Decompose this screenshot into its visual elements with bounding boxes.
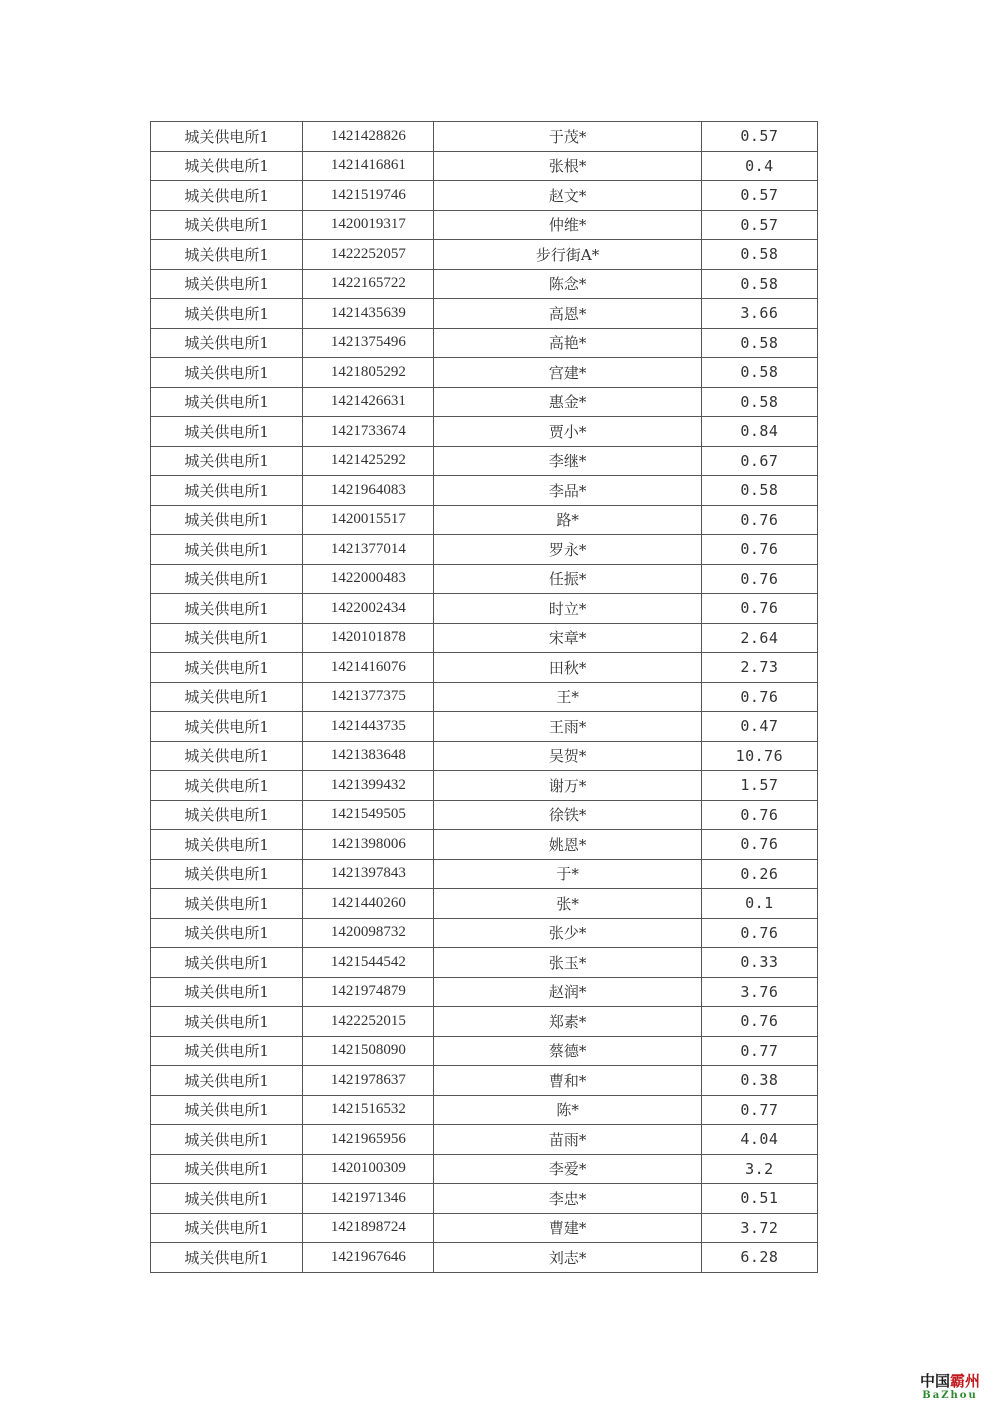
table-row: [151, 771, 818, 801]
cell-unit: 城关供电所1: [151, 210, 303, 240]
table-row: [151, 800, 818, 830]
cell-customer-name: 罗永*: [434, 535, 701, 565]
cell-amount: 0.51: [701, 1184, 817, 1214]
table-row: [151, 977, 818, 1007]
cell-account-number: 1421399432: [303, 771, 434, 801]
cell-amount: 0.76: [701, 800, 817, 830]
watermark-english: BaZhou: [922, 1390, 978, 1401]
cell-customer-name: 张少*: [434, 918, 701, 948]
cell-amount: 0.26: [701, 859, 817, 889]
cell-account-number: 1421443735: [303, 712, 434, 742]
cell-unit: 城关供电所1: [151, 181, 303, 211]
table-row: [151, 1213, 818, 1243]
cell-account-number: 1421383648: [303, 741, 434, 771]
table-row: [151, 328, 818, 358]
cell-account-number: 1422000483: [303, 564, 434, 594]
cell-customer-name: 仲维*: [434, 210, 701, 240]
cell-customer-name: 高恩*: [434, 299, 701, 329]
cell-unit: 城关供电所1: [151, 535, 303, 565]
cell-customer-name: 贾小*: [434, 417, 701, 447]
table-row: [151, 948, 818, 978]
cell-unit: 城关供电所1: [151, 594, 303, 624]
table-row: [151, 653, 818, 683]
cell-customer-name: 宫建*: [434, 358, 701, 388]
cell-customer-name: 曹和*: [434, 1066, 701, 1096]
cell-account-number: 1420019317: [303, 210, 434, 240]
cell-customer-name: 路*: [434, 505, 701, 535]
cell-customer-name: 张根*: [434, 151, 701, 181]
cell-account-number: 1421965956: [303, 1125, 434, 1155]
table-row: [151, 387, 818, 417]
cell-unit: 城关供电所1: [151, 269, 303, 299]
cell-amount: 0.58: [701, 387, 817, 417]
cell-customer-name: 宋章*: [434, 623, 701, 653]
cell-account-number: 1421426631: [303, 387, 434, 417]
cell-account-number: 1420098732: [303, 918, 434, 948]
cell-unit: 城关供电所1: [151, 417, 303, 447]
cell-account-number: 1421440260: [303, 889, 434, 919]
cell-unit: 城关供电所1: [151, 505, 303, 535]
cell-unit: 城关供电所1: [151, 800, 303, 830]
cell-unit: 城关供电所1: [151, 358, 303, 388]
cell-amount: 0.76: [701, 505, 817, 535]
cell-account-number: 1421377375: [303, 682, 434, 712]
cell-customer-name: 陈*: [434, 1095, 701, 1125]
cell-unit: 城关供电所1: [151, 476, 303, 506]
cell-account-number: 1421516532: [303, 1095, 434, 1125]
cell-customer-name: 时立*: [434, 594, 701, 624]
cell-unit: 城关供电所1: [151, 299, 303, 329]
cell-account-number: 1421967646: [303, 1243, 434, 1273]
table-row: [151, 830, 818, 860]
table-row: [151, 1036, 818, 1066]
cell-amount: 3.76: [701, 977, 817, 1007]
cell-unit: 城关供电所1: [151, 682, 303, 712]
cell-amount: 3.2: [701, 1154, 817, 1184]
table-row: [151, 712, 818, 742]
data-table: [150, 121, 818, 1273]
watermark-cn-part1: 中国: [919, 1372, 950, 1390]
table-row: [151, 889, 818, 919]
cell-customer-name: 赵文*: [434, 181, 701, 211]
cell-customer-name: 李爱*: [434, 1154, 701, 1184]
table-row: [151, 682, 818, 712]
table-row: [151, 1007, 818, 1037]
cell-customer-name: 王雨*: [434, 712, 701, 742]
cell-account-number: 1420101878: [303, 623, 434, 653]
cell-amount: 2.73: [701, 653, 817, 683]
cell-unit: 城关供电所1: [151, 712, 303, 742]
cell-unit: 城关供电所1: [151, 387, 303, 417]
cell-customer-name: 苗雨*: [434, 1125, 701, 1155]
cell-account-number: 1421549505: [303, 800, 434, 830]
cell-unit: 城关供电所1: [151, 1184, 303, 1214]
cell-customer-name: 徐铁*: [434, 800, 701, 830]
cell-customer-name: 惠金*: [434, 387, 701, 417]
cell-amount: 0.76: [701, 594, 817, 624]
table-row: [151, 1154, 818, 1184]
cell-amount: 0.76: [701, 682, 817, 712]
cell-account-number: 1422165722: [303, 269, 434, 299]
cell-unit: 城关供电所1: [151, 918, 303, 948]
cell-unit: 城关供电所1: [151, 653, 303, 683]
table-row: [151, 240, 818, 270]
cell-account-number: 1421375496: [303, 328, 434, 358]
table-row: [151, 210, 818, 240]
cell-account-number: 1421971346: [303, 1184, 434, 1214]
watermark-chinese: [918, 1373, 982, 1390]
cell-unit: 城关供电所1: [151, 741, 303, 771]
cell-account-number: 1420100309: [303, 1154, 434, 1184]
cell-customer-name: 任振*: [434, 564, 701, 594]
table-row: [151, 446, 818, 476]
cell-amount: 0.58: [701, 476, 817, 506]
table-row: [151, 535, 818, 565]
cell-account-number: 1421397843: [303, 859, 434, 889]
cell-amount: 0.4: [701, 151, 817, 181]
watermark-cn-part2: 霸州: [950, 1372, 981, 1390]
cell-unit: 城关供电所1: [151, 564, 303, 594]
table-row: [151, 122, 818, 152]
cell-amount: 1.57: [701, 771, 817, 801]
cell-unit: 城关供电所1: [151, 122, 303, 152]
cell-unit: 城关供电所1: [151, 623, 303, 653]
cell-amount: 0.33: [701, 948, 817, 978]
cell-customer-name: 于茂*: [434, 122, 701, 152]
table-row: [151, 181, 818, 211]
cell-amount: 0.76: [701, 918, 817, 948]
table-row: [151, 564, 818, 594]
table-row: [151, 1095, 818, 1125]
cell-customer-name: 郑素*: [434, 1007, 701, 1037]
cell-account-number: 1421398006: [303, 830, 434, 860]
cell-amount: 0.58: [701, 358, 817, 388]
cell-unit: 城关供电所1: [151, 859, 303, 889]
cell-account-number: 1421508090: [303, 1036, 434, 1066]
cell-account-number: 1421974879: [303, 977, 434, 1007]
cell-amount: 3.72: [701, 1213, 817, 1243]
cell-unit: 城关供电所1: [151, 948, 303, 978]
cell-unit: 城关供电所1: [151, 771, 303, 801]
table-row: [151, 476, 818, 506]
cell-unit: 城关供电所1: [151, 1095, 303, 1125]
table-row: [151, 505, 818, 535]
cell-amount: 0.67: [701, 446, 817, 476]
table-row: [151, 1125, 818, 1155]
cell-amount: 0.58: [701, 328, 817, 358]
cell-amount: 0.58: [701, 240, 817, 270]
table-row: [151, 859, 818, 889]
cell-amount: 10.76: [701, 741, 817, 771]
cell-customer-name: 田秋*: [434, 653, 701, 683]
table-row: [151, 1243, 818, 1273]
cell-account-number: 1421377014: [303, 535, 434, 565]
cell-unit: 城关供电所1: [151, 1007, 303, 1037]
cell-amount: 0.57: [701, 122, 817, 152]
cell-unit: 城关供电所1: [151, 1213, 303, 1243]
table-row: [151, 1184, 818, 1214]
cell-amount: 0.76: [701, 564, 817, 594]
cell-amount: 0.58: [701, 269, 817, 299]
cell-customer-name: 李品*: [434, 476, 701, 506]
cell-unit: 城关供电所1: [151, 151, 303, 181]
table-row: [151, 299, 818, 329]
cell-customer-name: 李忠*: [434, 1184, 701, 1214]
cell-unit: 城关供电所1: [151, 1154, 303, 1184]
cell-account-number: 1421416861: [303, 151, 434, 181]
cell-amount: 4.04: [701, 1125, 817, 1155]
cell-account-number: 1420015517: [303, 505, 434, 535]
cell-customer-name: 王*: [434, 682, 701, 712]
cell-unit: 城关供电所1: [151, 328, 303, 358]
table-row: [151, 741, 818, 771]
cell-unit: 城关供电所1: [151, 977, 303, 1007]
cell-account-number: 1422002434: [303, 594, 434, 624]
cell-amount: 0.76: [701, 1007, 817, 1037]
cell-unit: 城关供电所1: [151, 1125, 303, 1155]
cell-customer-name: 高艳*: [434, 328, 701, 358]
table-row: [151, 358, 818, 388]
cell-account-number: 1421416076: [303, 653, 434, 683]
cell-account-number: 1421425292: [303, 446, 434, 476]
table-row: [151, 623, 818, 653]
cell-customer-name: 谢万*: [434, 771, 701, 801]
cell-amount: 0.77: [701, 1095, 817, 1125]
table-row: [151, 1066, 818, 1096]
cell-unit: 城关供电所1: [151, 446, 303, 476]
cell-account-number: 1421805292: [303, 358, 434, 388]
cell-amount: 2.64: [701, 623, 817, 653]
cell-customer-name: 张玉*: [434, 948, 701, 978]
table-row: [151, 918, 818, 948]
cell-unit: 城关供电所1: [151, 1036, 303, 1066]
cell-amount: 0.57: [701, 210, 817, 240]
cell-amount: 0.57: [701, 181, 817, 211]
cell-amount: 0.47: [701, 712, 817, 742]
cell-account-number: 1421519746: [303, 181, 434, 211]
cell-account-number: 1422252057: [303, 240, 434, 270]
cell-amount: 0.1: [701, 889, 817, 919]
cell-amount: 0.76: [701, 830, 817, 860]
cell-account-number: 1421978637: [303, 1066, 434, 1096]
cell-unit: 城关供电所1: [151, 1066, 303, 1096]
cell-unit: 城关供电所1: [151, 240, 303, 270]
cell-amount: 0.38: [701, 1066, 817, 1096]
cell-customer-name: 李继*: [434, 446, 701, 476]
cell-customer-name: 赵润*: [434, 977, 701, 1007]
cell-customer-name: 蔡德*: [434, 1036, 701, 1066]
cell-amount: 3.66: [701, 299, 817, 329]
table-row: [151, 417, 818, 447]
cell-unit: 城关供电所1: [151, 830, 303, 860]
table-row: [151, 594, 818, 624]
cell-unit: 城关供电所1: [151, 1243, 303, 1273]
cell-customer-name: 吴贺*: [434, 741, 701, 771]
cell-unit: 城关供电所1: [151, 889, 303, 919]
table-body: [151, 122, 818, 1273]
table-row: [151, 151, 818, 181]
cell-customer-name: 陈念*: [434, 269, 701, 299]
cell-customer-name: 姚恩*: [434, 830, 701, 860]
cell-amount: 0.84: [701, 417, 817, 447]
cell-account-number: 1421964083: [303, 476, 434, 506]
cell-customer-name: 曹建*: [434, 1213, 701, 1243]
cell-customer-name: 刘志*: [434, 1243, 701, 1273]
cell-amount: 0.77: [701, 1036, 817, 1066]
cell-amount: 6.28: [701, 1243, 817, 1273]
table-row: [151, 269, 818, 299]
cell-customer-name: 步行街A*: [434, 240, 701, 270]
cell-customer-name: 于*: [434, 859, 701, 889]
cell-amount: 0.76: [701, 535, 817, 565]
cell-account-number: 1421898724: [303, 1213, 434, 1243]
cell-account-number: 1421733674: [303, 417, 434, 447]
cell-account-number: 1422252015: [303, 1007, 434, 1037]
cell-account-number: 1421435639: [303, 299, 434, 329]
site-watermark-logo: [918, 1373, 982, 1402]
cell-account-number: 1421544542: [303, 948, 434, 978]
cell-customer-name: 张*: [434, 889, 701, 919]
cell-account-number: 1421428826: [303, 122, 434, 152]
